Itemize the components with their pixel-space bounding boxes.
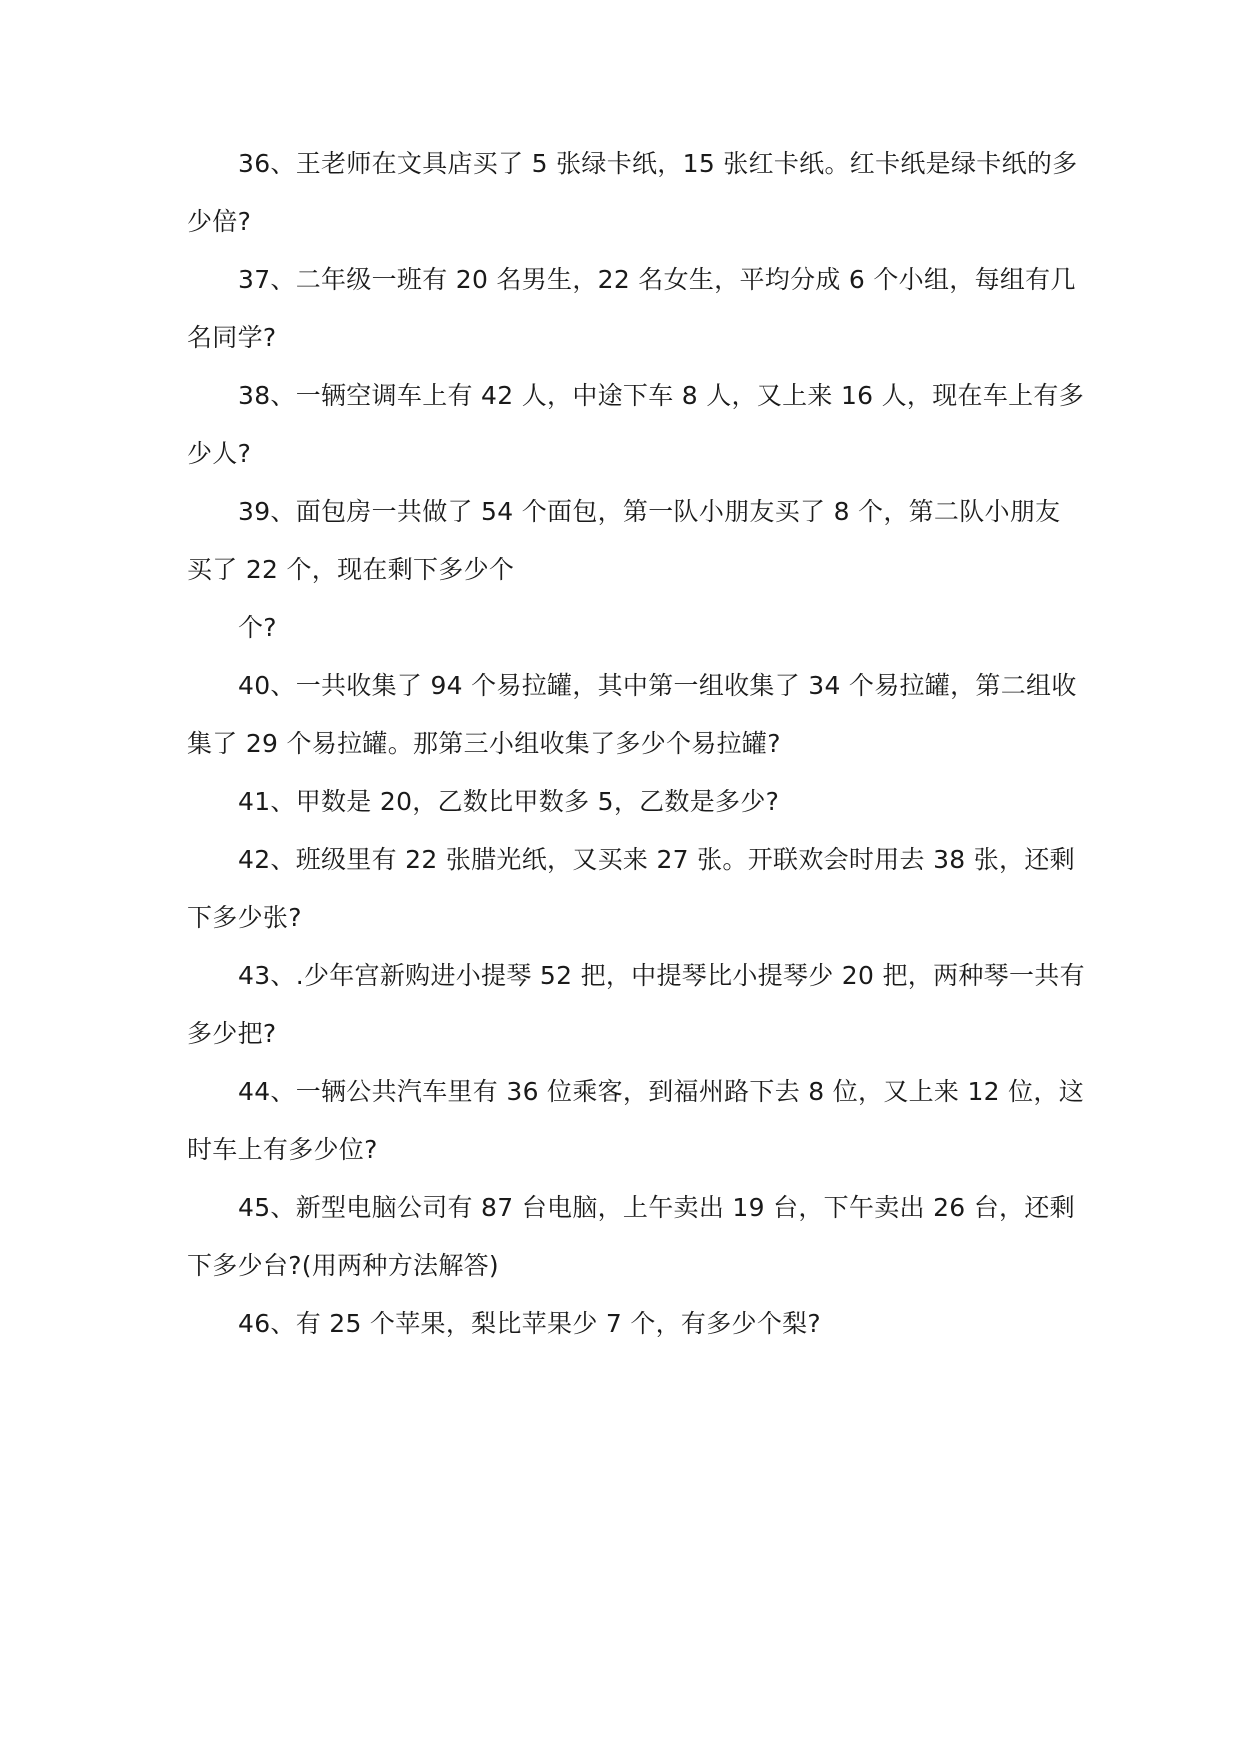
question-46-line-1: 46、有 25 个苹果，梨比苹果少 7 个，有多少个梨? bbox=[238, 1309, 821, 1338]
question-43-line-2: 多少把? bbox=[187, 1019, 277, 1048]
question-36-line-2: 少倍? bbox=[187, 207, 252, 236]
question-39-line-1: 39、面包房一共做了 54 个面包，第一队小朋友买了 8 个，第二队小朋友 bbox=[238, 497, 1061, 526]
question-39-line-3: 个? bbox=[238, 613, 277, 642]
question-41-line-1: 41、甲数是 20，乙数比甲数多 5，乙数是多少? bbox=[238, 787, 780, 816]
question-44-line-2: 时车上有多少位? bbox=[187, 1135, 378, 1164]
question-39-line-2: 买了 22 个，现在剩下多少个 bbox=[187, 555, 515, 584]
question-38-line-1: 38、一辆空调车上有 42 人，中途下车 8 人，又上来 16 人，现在车上有多 bbox=[238, 381, 1085, 410]
question-42-line-1: 42、班级里有 22 张腊光纸，又买来 27 张。开联欢会时用去 38 张，还剩 bbox=[238, 845, 1075, 874]
question-40-line-2: 集了 29 个易拉罐。那第三小组收集了多少个易拉罐? bbox=[187, 729, 781, 758]
question-40-line-1: 40、一共收集了 94 个易拉罐，其中第一组收集了 34 个易拉罐，第二组收 bbox=[238, 671, 1077, 700]
question-43-line-1: 43、.少年宫新购进小提琴 52 把，中提琴比小提琴少 20 把，两种琴一共有 bbox=[238, 961, 1085, 990]
question-37-line-1: 37、二年级一班有 20 名男生，22 名女生，平均分成 6 个小组，每组有几 bbox=[238, 265, 1076, 294]
question-36-line-1: 36、王老师在文具店买了 5 张绿卡纸，15 张红卡纸。红卡纸是绿卡纸的多 bbox=[238, 149, 1078, 178]
question-42-line-2: 下多少张? bbox=[187, 903, 302, 932]
question-45-line-1: 45、新型电脑公司有 87 台电脑，上午卖出 19 台，下午卖出 26 台，还剩 bbox=[238, 1193, 1075, 1222]
question-38-line-2: 少人? bbox=[187, 439, 252, 468]
question-44-line-1: 44、一辆公共汽车里有 36 位乘客，到福州路下去 8 位，又上来 12 位，这 bbox=[238, 1077, 1085, 1106]
question-37-line-2: 名同学? bbox=[187, 323, 277, 352]
question-45-line-2: 下多少台?(用两种方法解答) bbox=[187, 1251, 499, 1280]
